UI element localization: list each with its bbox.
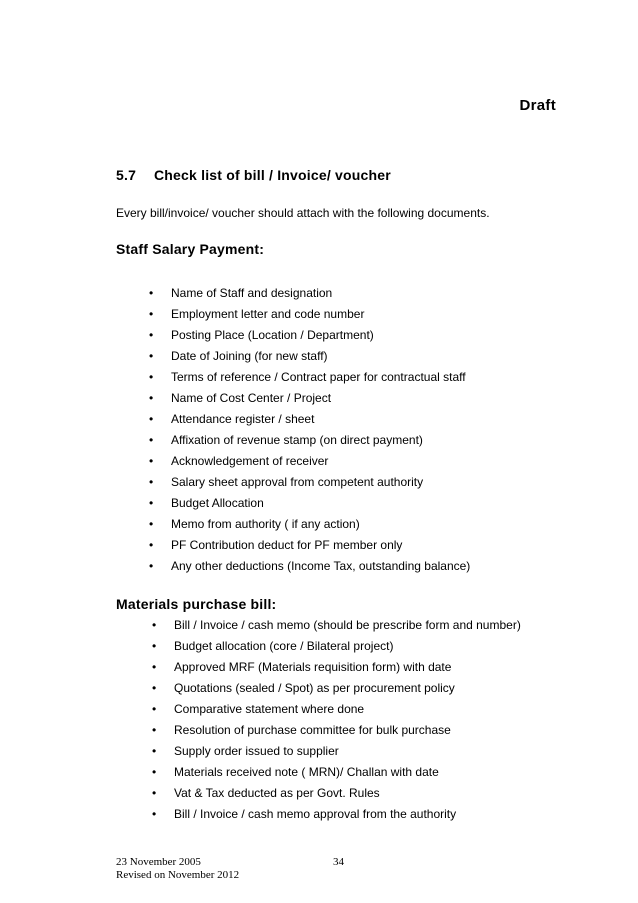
list-item <box>149 451 470 472</box>
section-number: 5.7 <box>116 167 137 183</box>
list-item <box>152 615 521 636</box>
list-item <box>149 493 470 514</box>
page-number: 34 <box>333 856 344 868</box>
bullet-icon: • <box>152 723 157 737</box>
bullet-icon: • <box>149 286 154 300</box>
bullet-icon: • <box>152 786 157 800</box>
list-item <box>152 741 521 762</box>
list-item-text: Terms of reference / Contract paper for contractual staff <box>171 370 466 384</box>
bullet-icon: • <box>152 702 157 716</box>
materials-purchase-list <box>152 615 521 825</box>
list-item <box>149 388 470 409</box>
bullet-icon: • <box>149 349 154 363</box>
list-item-text: Posting Place (Location / Department) <box>171 328 374 342</box>
footer-dates <box>116 856 239 882</box>
bullet-icon: • <box>152 639 157 653</box>
intro-paragraph: Every bill/invoice/ voucher should attach with the following documents. <box>116 206 490 220</box>
list-item-text: Supply order issued to supplier <box>174 744 339 758</box>
list-item <box>152 657 521 678</box>
bullet-icon: • <box>149 433 154 447</box>
footer-revised: Revised on November 2012 <box>116 869 240 881</box>
list-item-text: Salary sheet approval from competent authority <box>171 475 424 489</box>
bullet-icon: • <box>149 517 154 531</box>
bullet-icon: • <box>149 307 154 321</box>
bullet-icon: • <box>149 412 154 426</box>
list-item <box>152 699 521 720</box>
bullet-icon: • <box>152 681 157 695</box>
list-item <box>152 804 521 825</box>
list-item-text: Name of Cost Center / Project <box>171 391 332 405</box>
list-item-text: Bill / Invoice / cash memo (should be prescribe form and number) <box>174 618 521 632</box>
list-item-text: Approved MRF (Materials requisition form) with date <box>174 660 452 674</box>
list-item <box>149 430 470 451</box>
list-item-text: Employment letter and code number <box>171 307 365 321</box>
list-item-text: Materials received note ( MRN)/ Challan with date <box>174 765 439 779</box>
staff-salary-list <box>149 283 471 577</box>
list-item <box>149 409 470 430</box>
bullet-icon: • <box>149 370 154 384</box>
list-item-text: Any other deductions (Income Tax, outstanding balance) <box>171 559 471 573</box>
list-item <box>149 367 470 388</box>
bullet-icon: • <box>152 765 157 779</box>
list-item-text: Resolution of purchase committee for bulk purchase <box>174 723 451 737</box>
list-item <box>152 762 521 783</box>
bullet-icon: • <box>149 475 154 489</box>
list-item-text: Affixation of revenue stamp (on direct payment) <box>171 433 423 447</box>
list-item-text: Vat & Tax deducted as per Govt. Rules <box>174 786 380 800</box>
section-title: Check list of bill / Invoice/ voucher <box>154 167 391 183</box>
list-item-text: Name of Staff and designation <box>171 286 333 300</box>
list-item <box>149 556 471 577</box>
bullet-icon: • <box>152 660 157 674</box>
bullet-icon: • <box>152 744 157 758</box>
bullet-icon: • <box>149 454 154 468</box>
list-item-text: Memo from authority ( if any action) <box>171 517 360 531</box>
bullet-icon: • <box>149 496 154 510</box>
list-item-text: Attendance register / sheet <box>171 412 315 426</box>
list-item <box>149 325 470 346</box>
staff-salary-heading: Staff Salary Payment: <box>116 241 265 257</box>
list-item-text: Acknowledgement of receiver <box>171 454 329 468</box>
list-item-text: Comparative statement where done <box>174 702 365 716</box>
list-item <box>149 304 470 325</box>
list-item-text: Quotations (sealed / Spot) as per procurement policy <box>174 681 455 695</box>
bullet-icon: • <box>149 538 154 552</box>
list-item-text: PF Contribution deduct for PF member only <box>171 538 403 552</box>
bullet-icon: • <box>152 807 157 821</box>
bullet-icon: • <box>149 328 154 342</box>
list-item <box>149 535 470 556</box>
list-item <box>152 720 521 741</box>
list-item <box>149 283 470 304</box>
section-heading <box>116 167 391 183</box>
list-item-text: Date of Joining (for new staff) <box>171 349 328 363</box>
materials-purchase-heading: Materials purchase bill: <box>116 596 277 612</box>
bullet-icon: • <box>152 618 157 632</box>
list-item <box>149 472 470 493</box>
list-item-text: Bill / Invoice / cash memo approval from the authority <box>174 807 457 821</box>
list-item <box>152 678 521 699</box>
draft-label: Draft <box>519 97 556 114</box>
bullet-icon: • <box>149 559 154 573</box>
list-item-text: Budget allocation (core / Bilateral project) <box>174 639 394 653</box>
bullet-icon: • <box>149 391 154 405</box>
footer-date: 23 November 2005 <box>116 856 201 868</box>
list-item <box>152 636 521 657</box>
list-item-text: Budget Allocation <box>171 496 264 510</box>
list-item <box>152 783 521 804</box>
list-item <box>149 346 470 367</box>
list-item <box>149 514 470 535</box>
